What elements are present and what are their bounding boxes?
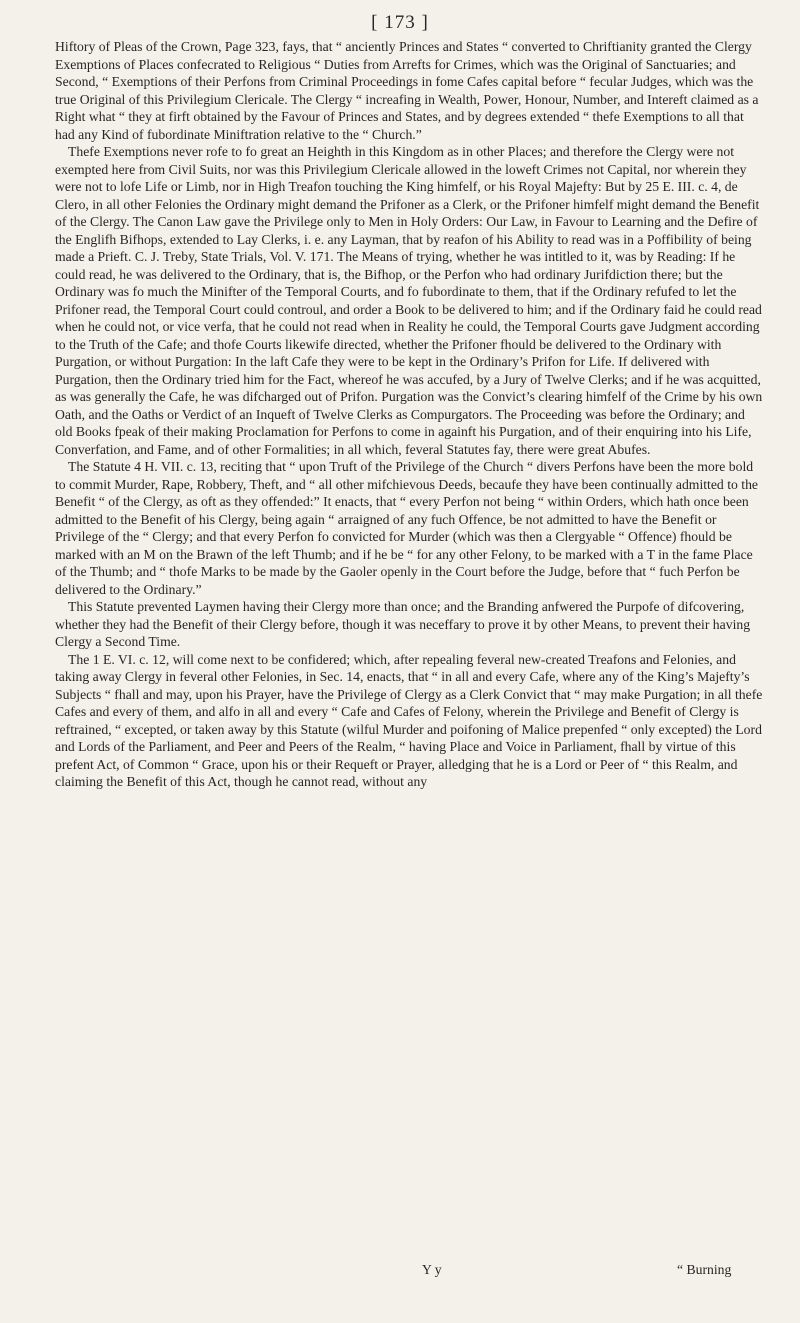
- paragraph-3: The Statute 4 H. VII. c. 13, reciting that “ upon Truft of the Privilege of the Church “ divers Perfons have been the more bold to commit Murder, Rape, Robbery, Theft, and “ all other mifchievous Deeds, becaufe they have been continually admitted to the Benefit “ of the Clergy, as oft as they offended:” It enacts, that “ every Perfon not being “ within Orders, which hath once been admitted to the Benefit of his Clergy, being again “ arraigned of any fuch Offence, be not admitted to have the Benefit or Privilege of the “ Clergy; and that every Perfon fo convicted for Murder (which was then a Clergyable “ Offence) fhould be marked with an M on the Brawn of the left Thumb; and if he be “ for any other Felony, to be marked with a T in the fame Place of the Thumb; and “ thofe Marks to be made by the Gaoler openly in the Court before the Judge, before that “ fuch Perfon be delivered to the Ordinary.”: [55, 459, 758, 597]
- signature-mark: Y y: [422, 1262, 442, 1277]
- catchword: “ Burning: [677, 1262, 732, 1277]
- paragraph-5: The 1 E. VI. c. 12, will come next to be confidered; which, after repealing feveral new-created Treafons and Felonies, and taking away Clergy in feveral other Felonies, in Sec. 14, enacts, that “ in all and every Cafe, where any of the King’s Majefty’s Subjects “ fhall and may, upon his Prayer, have the Privilege of Clergy as a Clerk Convict that “ may make Purgation; in all thefe Cafes and every of them, and alfo in all and every “ Cafe and Cafes of Felony, wherein the Privilege and Benefit of Clergy is reftrained, “ excepted, or taken away by this Statute (wilful Murder and poifoning of Malice prepenfed “ only excepted) the Lord and Lords of the Parliament, and Peer and Peers of the Realm, “ having Place and Voice in Parliament, fhall by virtue of this prefent Act, of Common “ Grace, upon his or their Requeft or Prayer, alledging that he is a Lord or Peer of “ this Realm, and claiming the Benefit of this Act, though he cannot read, without any: [55, 651, 763, 789]
- body-text: [55, 38, 763, 791]
- paragraph-2: Thefe Exemptions never rofe to fo great an Heighth in this Kingdom as in other Places; and therefore the Clergy were not exempted here from Civil Suits, nor was this Privilegium Clericale allowed in the loweft Crimes not Capital, nor wherein they were not to lofe Life or Limb, nor in High Treafon touching the King himfelf, or his Royal Majefty: But by 25 E. III. c. 4, de Clero, in all other Felonies the Ordinary might demand the Prifoner as a Clerk, or the Prifoner himfelf might demand the Benefit of the Clergy. The Canon Law gave the Privilege only to Men in Holy Orders: Our Law, in Favour to Learning and the Defire of the Englifh Bifhops, extended to Lay Clerks, i. e. any Layman, that by reafon of his Ability to read was in a Poffibility of being made a Prieft. C. J. Treby, State Trials, Vol. V. 171. The Means of trying, whether he was intitled to it, was by Reading: If he could read, he was delivered to the Ordinary, that is, the Bifhop, or the Perfon who had ordinary Jurifdiction there; but the Ordinary was fo much the Minifter of the Temporal Courts, and fo fubordinate to them, that if the Ordinary refufed to let the Prifoner read, the Temporal Court could controul, and order a Book to be delivered to him; and if the Ordinary faid he could read when he could not, or vice verfa, that he could not read when in Reality he could, the Temporal Courts gave Judgment according to the Truth of the Cafe; and thofe Courts likewife directed, whether the Prifoner fhould be delivered to the Ordinary with Purgation, or without Purgation: In the laft Cafe they were to be kept in the Ordinary’s Prifon for Life. If delivered with Purgation, then the Ordinary tried him for the Fact, whereof he was accufed, by a Jury of Twelve Clerks; and if he was acquitted, as was generally the Cafe, he was difcharged out of Prifon. Purgation was the Convict’s clearing himfelf of the Crime by his own Oath, and the Oaths or Verdict of an Inqueft of Twelve Clerks as Compurgators. The Proceeding was before the Ordinary; and old Books fpeak of their making Proclamation for Perfons to come in againft his Purgation, and of their enquiring into his Life, Converfation, and Fame, and of other Formalities; in all which, feveral Statutes fay, there were great Abufes.: [55, 144, 763, 457]
- page-number: [ 173 ]: [371, 12, 429, 33]
- paragraph-1: Hiftory of Pleas of the Crown, Page 323, fays, that “ anciently Princes and States “ converted to Chriftianity granted the Clergy Exemptions of Places confecrated to Religious “ Duties from Arrefts for Crimes, which was the Original of Sanctuaries; and Second, “ Exemptions of their Perfons from Criminal Proceedings in fome Cafes capital before “ fecular Judges, which was the true Original of this Privilegium Clericale. The Clergy “ increafing in Wealth, Power, Honour, Number, and Intereft claimed as a Right what “ they at firft obtained by the Favour of Princes and States, and by degrees extended “ thefe Exemptions to all that had any Kind of fubordinate Miniftration relative to the “ Church.”: [55, 39, 759, 142]
- paragraph-4: This Statute prevented Laymen having their Clergy more than once; and the Branding anfwered the Purpofe of difcovering, whether they had the Benefit of their Clergy before, though it was neceffary to prove it by other Means, to prevent their having Clergy a Second Time.: [55, 599, 751, 649]
